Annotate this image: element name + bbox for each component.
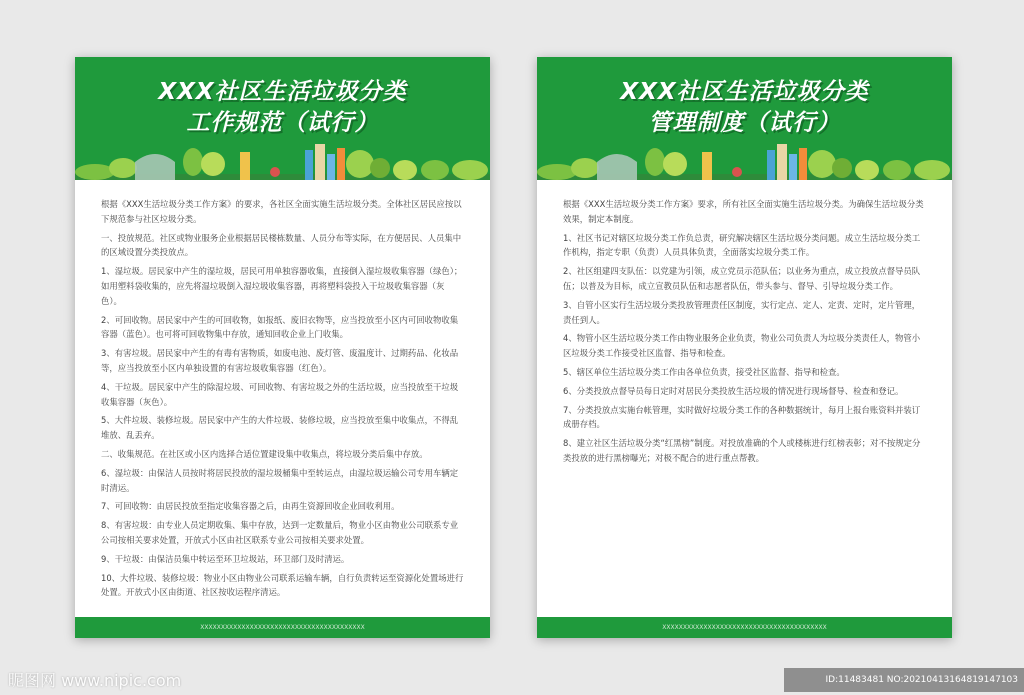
city-scene-illustration (537, 140, 952, 180)
paragraph: 2、可回收物。居民家中产生的可回收物，如报纸、废旧衣物等，应当投放至小区内可回收物收集容器（蓝色）。也可将可回收物集中存放，通知回收企业上门收集。 (101, 314, 459, 340)
paragraph: 3、有害垃圾。居民家中产生的有毒有害物质，如废电池、废灯管、废温度计、过期药品、化妆品等，应当投放至小区内单独设置的有害垃圾收集容器（红色）。 (101, 348, 459, 373)
paragraph: 一、投放规范。社区或物业服务企业根据居民楼栋数量、人员分布等实际，在方便居民、人员集中的区域设置分类投放点。 (101, 232, 462, 258)
poster-body (101, 197, 464, 604)
paragraph: 10、大件垃圾、装修垃圾：物业小区由物业公司联系运输车辆，自行负责转运至资源化处置场进行处置。开放式小区由街道、社区按收运程序清运。 (101, 572, 464, 598)
paragraph: 3、自管小区实行生活垃圾分类投放管理责任区制度，实行定点、定人、定责、定时，定片管理，责任到人。 (563, 299, 921, 325)
paragraph: 6、湿垃圾：由保洁人员按时将居民投放的湿垃圾桶集中至转运点，由湿垃圾运输公司专用车辆定时清运。 (101, 467, 459, 493)
paragraph: 9、干垃圾：由保洁员集中转运至环卫垃圾站，环卫部门及时清运。 (101, 553, 350, 564)
paragraph: 5、大件垃圾、装修垃圾。居民家中产生的大件垃圾、装修垃圾，应当投放至集中收集点，不得乱堆放、乱丢弃。 (101, 415, 459, 441)
paragraph: 7、可回收物：由居民投放至指定收集容器之后，由再生资源回收企业回收利用。 (101, 501, 400, 512)
poster-footer: XXXXXXXXXXXXXXXXXXXXXXXXXXXXXXXXXXXXXXXX (75, 617, 490, 638)
title-line-1: XXX社区生活垃圾分类 (158, 79, 407, 105)
paragraph: 根据《XXX生活垃圾分类工作方案》的要求，各社区全面实施生活垃圾分类。全体社区居民应按以下规范参与社区垃圾分类。 (101, 199, 462, 224)
poster-work-standard (75, 57, 490, 638)
paragraph: 5、辖区单位生活垃圾分类工作由各单位负责，接受社区监督、指导和检查。 (563, 366, 845, 377)
poster-header (537, 57, 952, 180)
paragraph: 8、有害垃圾：由专业人员定期收集、集中存放，达到一定数量后，物业小区由物业公司联系专业公司按相关要求处置，开放式小区由社区联系专业公司按相关要求处置。 (101, 520, 459, 545)
title-line-1: XXX社区生活垃圾分类 (620, 79, 869, 105)
paragraph: 4、干垃圾。居民家中产生的除湿垃圾、可回收物、有害垃圾之外的生活垃圾，应当投放至干垃圾收集容器（灰色）。 (101, 381, 459, 407)
title-line-2: 管理制度（试行） (648, 110, 841, 136)
paragraph: 2、社区组建四支队伍：以党建为引领，成立党员示范队伍；以业务为重点，成立投放点督导员队伍；以普及为目标，成立宣教员队伍和志愿者队伍，带头参与、督导、引导垃圾分类工作。 (563, 266, 921, 291)
title-line-2: 工作规范（试行） (186, 110, 379, 136)
paragraph: 8、建立社区生活垃圾分类“红黑榜”制度。对投放准确的个人或楼栋进行红榜表彰；对不按规定分类投放的进行黑榜曝光；对极不配合的进行重点帮教。 (563, 438, 921, 463)
paragraph: 1、社区书记对辖区垃圾分类工作负总责，研究解决辖区生活垃圾分类问题。成立生活垃圾分类工作机构，指定专职（负责）人员具体负责，全面落实垃圾分类工作。 (563, 232, 921, 258)
poster-title (537, 77, 952, 139)
paragraph: 根据《XXX生活垃圾分类工作方案》要求，所有社区全面实施生活垃圾分类。为确保生活垃圾分类效果，制定本制度。 (563, 199, 924, 224)
paragraph: 4、物管小区生活垃圾分类工作由物业服务企业负责，物业公司负责人为垃圾分类责任人，物管小区垃圾分类工作接受社区监督、指导和检查。 (563, 333, 921, 359)
paragraph: 6、分类投放点督导员每日定时对居民分类投放生活垃圾的情况进行现场督导、检查和登记。 (563, 385, 904, 396)
paragraph: 7、分类投放点实施台帐管理，实时做好垃圾分类工作的各种数据统计，每月上报台账资料并装订成册存档。 (563, 404, 921, 430)
city-scene-illustration (75, 140, 490, 180)
poster-title (75, 77, 490, 139)
poster-management-system (537, 57, 952, 638)
id-watermark: ID:11483481 NO:20210413164819147103 (784, 668, 1024, 692)
paragraph: 1、湿垃圾。居民家中产生的湿垃圾，居民可用单独容器收集，直接倒入湿垃圾收集容器（绿色）；如用塑料袋收集的，应先将湿垃圾倒入湿垃圾收集容器，再将塑料袋投入干垃圾收集容器（灰色）。 (101, 266, 463, 306)
poster-header (75, 57, 490, 180)
poster-footer: XXXXXXXXXXXXXXXXXXXXXXXXXXXXXXXXXXXXXXXX (537, 617, 952, 638)
paragraph: 二、收集规范。在社区或小区内选择合适位置建设集中收集点，将垃圾分类后集中存放。 (101, 448, 428, 459)
poster-body (563, 197, 926, 470)
site-watermark: 昵图网 www.nipic.com (8, 671, 182, 690)
